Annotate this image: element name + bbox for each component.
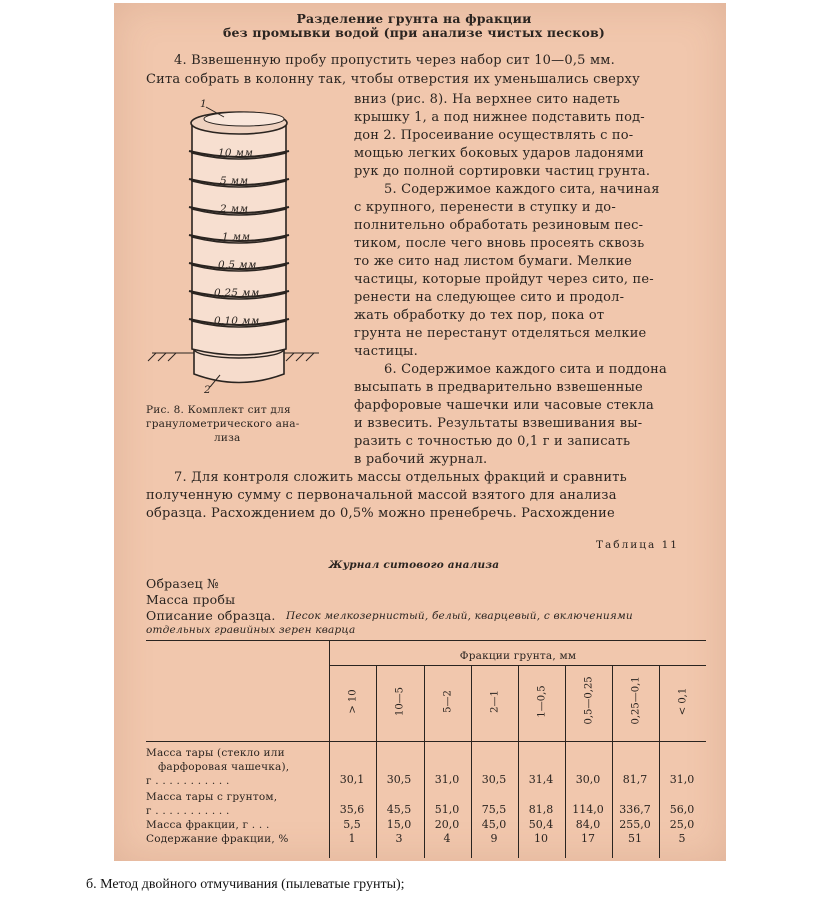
sieve-label: 0,5 мм (218, 259, 257, 271)
paragraph-line: 6. Содержимое каждого сита и поддона (384, 362, 667, 377)
table-cell: 56,0 (669, 803, 695, 816)
paragraph-line: с крупного, перенести в ступку и до- (354, 200, 616, 215)
row-label: Содержание фракции, % (146, 833, 289, 845)
table-title: Журнал ситового анализа (328, 559, 500, 571)
header-bottom-rule (146, 741, 706, 742)
table-cell: 20,0 (434, 818, 460, 831)
table-cell: 45,0 (481, 818, 507, 831)
paragraph-line: грунта не перестанут отделяться мелкие (354, 326, 647, 341)
table-cell: 4 (443, 832, 451, 845)
table-cell: 5 (678, 832, 686, 845)
table-cell: 25,0 (669, 818, 695, 831)
table-cell: 84,0 (575, 818, 601, 831)
paragraph-line: крышку 1, а под нижнее подставить под- (354, 110, 645, 125)
table-cell: 81,8 (528, 803, 554, 816)
paragraph-line: дон 2. Просеивание осуществлять с по- (354, 128, 634, 143)
table-cell: 255,0 (619, 818, 651, 831)
table-cell: 50,4 (528, 818, 554, 831)
paragraph-line: 7. Для контроля сложить массы отдельных фракций и сравнить (174, 470, 627, 485)
column-header: > 10 (347, 689, 359, 714)
table-cell: 10 (534, 832, 548, 845)
row-label: Масса тары (стекло или (146, 747, 285, 759)
sample-label: Образец № (146, 576, 220, 591)
paragraph-line: в рабочий журнал. (354, 452, 488, 467)
table-cell: 75,5 (481, 803, 507, 816)
column-header: < 0,1 (677, 687, 689, 716)
table-cell: 1 (348, 832, 356, 845)
paragraph-line: и взвесить. Результаты взвешивания вы- (354, 416, 643, 431)
column-header: 5—2 (442, 690, 454, 713)
table-cell: 30,5 (386, 773, 412, 786)
sieve-label: 0,10 мм (214, 315, 260, 327)
table-cell: 3 (395, 832, 403, 845)
group-header: Фракции грунта, мм (459, 650, 577, 662)
figure-caption-line: Рис. 8. Комплект сит для (146, 404, 291, 416)
paragraph-line: полученную сумму с первоначальной массой взятого для анализа (146, 488, 617, 503)
paragraph-line: разить с точностью до 0,1 г и записать (354, 434, 631, 449)
table-cell: 31,4 (528, 773, 554, 786)
table-cell: 31,0 (434, 773, 460, 786)
paragraph-line: ренести на следующее сито и продол- (354, 290, 625, 305)
table-cell: 114,0 (572, 803, 604, 816)
row-label: г . . . . . . . . . . . (146, 805, 230, 817)
sieve-label: 0,25 мм (214, 287, 260, 299)
table-cell: 9 (490, 832, 498, 845)
page-caption: б. Метод двойного отмучивания (пылеватые грунты); (86, 877, 405, 892)
figure-caption-line: гранулометрического ана- (146, 418, 300, 430)
table-cell: 45,5 (386, 803, 412, 816)
row-label: Масса фракции, г . . . (146, 819, 270, 831)
sieve-stack-figure (144, 99, 344, 399)
sieve-label: 5 мм (220, 175, 249, 187)
row-label: г . . . . . . . . . . . (146, 775, 230, 787)
table-cell: 31,0 (669, 773, 695, 786)
figure-marker-pan: 2 (204, 384, 211, 396)
table-cell: 30,5 (481, 773, 507, 786)
column-header: 2—1 (489, 690, 501, 713)
mass-label: Масса пробы (146, 592, 236, 607)
table-cell: 15,0 (386, 818, 412, 831)
table-number: Таблица 11 (596, 539, 679, 551)
description-text: Песок мелкозернистый, белый, кварцевый, с включениями (286, 610, 633, 622)
paragraph-line: 4. Взвешенную пробу пропустить через набор сит 10—0,5 мм. (174, 53, 615, 68)
table-cell: 30,0 (575, 773, 601, 786)
paragraph-line: частицы, которые пройдут через сито, пе- (354, 272, 654, 287)
paragraph-line: жать обработку до тех пор, пока от (354, 308, 605, 323)
table-cell: 5,5 (343, 818, 361, 831)
table-cell: 51 (628, 832, 642, 845)
paragraph-line: образца. Расхождением до 0,5% можно пренебречь. Расхождение (146, 506, 615, 521)
paragraph-line: Сита собрать в колонну так, чтобы отверстия их уменьшались сверху (146, 72, 640, 87)
paragraph-line: высыпать в предварительно взвешенные (354, 380, 643, 395)
column-header: 0,25—0,1 (630, 676, 642, 725)
paragraph-line: тиком, после чего вновь просеять сквозь (354, 236, 645, 251)
table-cell: 30,1 (339, 773, 365, 786)
description-label: Описание образца. (146, 608, 276, 623)
paragraph-line: 5. Содержимое каждого сита, начиная (384, 182, 660, 197)
sieve-label: 10 мм (218, 147, 254, 159)
table-cell: 35,6 (339, 803, 365, 816)
figure-caption-line: лиза (214, 432, 241, 444)
paragraph-line: мощью легких боковых ударов ладонями (354, 146, 644, 161)
table-top-rule (146, 640, 706, 641)
table-cell: 17 (581, 832, 595, 845)
sieve-label: 1 мм (222, 231, 251, 243)
paragraph-line: то же сито над листом бумаги. Мелкие (354, 254, 633, 269)
sieve-label: 2 мм (220, 203, 249, 215)
description-text: отдельных гравийных зерен кварца (146, 624, 356, 636)
paragraph-line: частицы. (354, 344, 418, 359)
section-subtitle: без промывки водой (при анализе чистых песков) (222, 25, 605, 40)
paragraph-line: полнительно обработать резиновым пес- (354, 218, 644, 233)
scanned-page (114, 3, 726, 861)
column-header: 0,5—0,25 (583, 676, 595, 725)
column-header: 1—0,5 (536, 685, 548, 718)
paragraph-line: фарфоровые чашечки или часовые стекла (354, 398, 654, 413)
table-cell: 336,7 (619, 803, 651, 816)
table-cell: 81,7 (622, 773, 648, 786)
column-header: 10—5 (394, 686, 406, 717)
paragraph-line: вниз (рис. 8). На верхнее сито надеть (354, 92, 621, 107)
row-label: Масса тары с грунтом, (146, 791, 278, 803)
figure-marker-lid: 1 (200, 98, 207, 110)
row-label: фарфоровая чашечка), (158, 761, 290, 773)
section-title: Разделение грунта на фракции (296, 11, 532, 26)
paragraph-line: рук до полной сортировки частиц грунта. (354, 164, 651, 179)
table-cell: 51,0 (434, 803, 460, 816)
